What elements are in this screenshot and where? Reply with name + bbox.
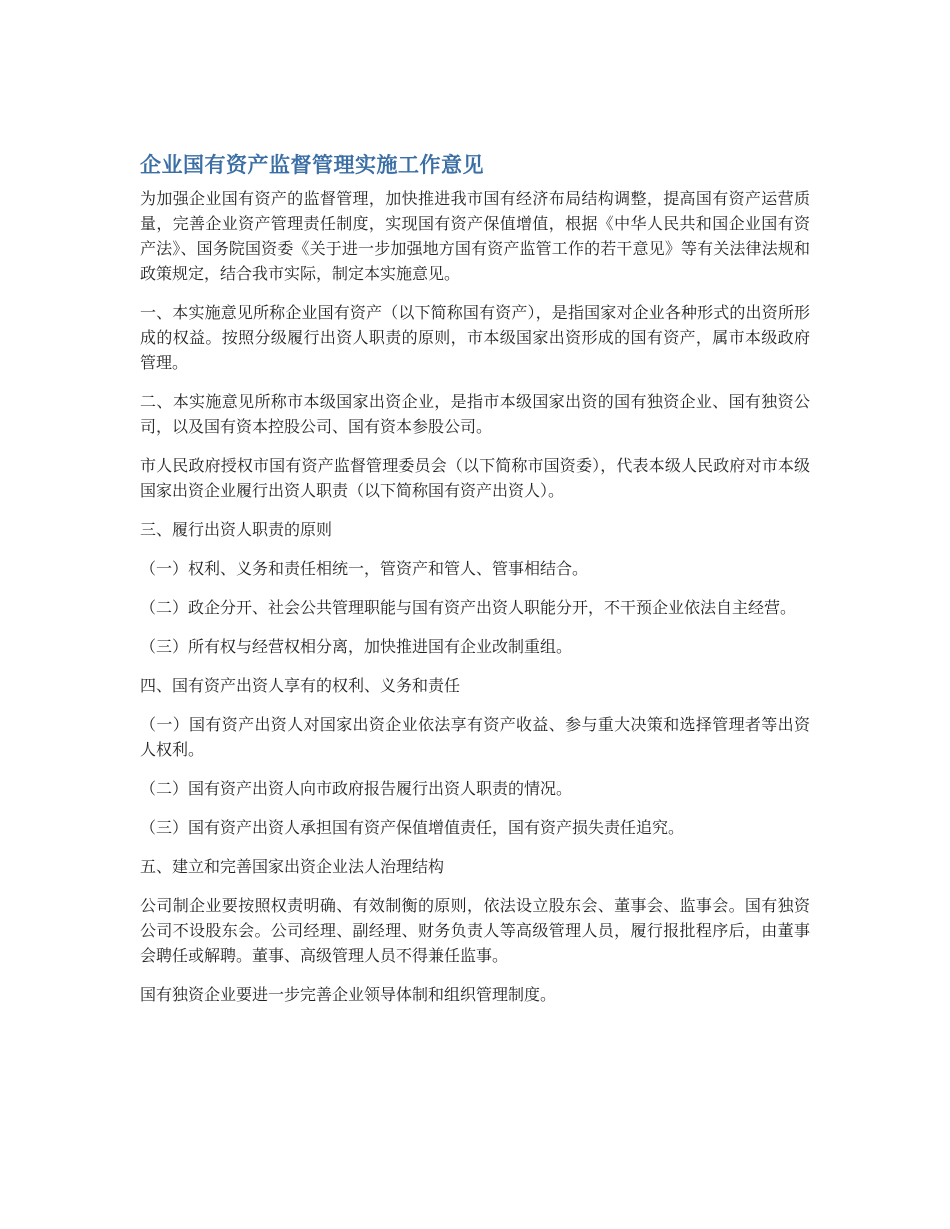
paragraph-governance: 公司制企业要按照权责明确、有效制衡的原则，依法设立股东会、董事会、监事会。国有独资公司不设股东会。公司经理、副经理、财务负责人等高级管理人员，履行报批程序后，由董事会聘任或解聘。董事、高级管理人员不得兼任监事。 (140, 896, 810, 965)
paragraph-section-1: 一、本实施意见所称企业国有资产（以下简称国有资产），是指国家对企业各种形式的出资所形成的权益。按照分级履行出资人职责的原则，市本级国家出资形成的国有资产，属市本级政府管理。 (140, 303, 810, 372)
document-body (140, 150, 810, 1021)
section-heading-4: 四、国有资产出资人享有的权利、义务和责任 (140, 676, 461, 695)
paragraph-sole-enterprise: 国有独资企业要进一步完善企业领导体制和组织管理制度。 (140, 985, 557, 1004)
document-title: 企业国有资产监督管理实施工作意见 (140, 153, 484, 177)
list-item-4-3: （三）国有资产出资人承担国有资产保值增值责任，国有资产损失责任追究。 (140, 818, 685, 837)
list-item-4-1: （一）国有资产出资人对国家出资企业依法享有资产收益、参与重大决策和选择管理者等出资人权利。 (140, 715, 810, 759)
section-heading-5: 五、建立和完善国家出资企业法人治理结构 (140, 857, 445, 876)
paragraph-section-2: 二、本实施意见所称市本级国家出资企业，是指市本级国家出资的国有独资企业、国有独资公司，以及国有资本控股公司、国有资本参股公司。 (140, 392, 810, 436)
list-item-4-2: （二）国有资产出资人向市政府报告履行出资人职责的情况。 (140, 779, 573, 798)
paragraph-authorization: 市人民政府授权市国有资产监督管理委员会（以下简称市国资委），代表本级人民政府对市本级国家出资企业履行出资人职责（以下简称国有资产出资人）。 (140, 456, 810, 500)
list-item-3-1: （一）权利、义务和责任相统一，管资产和管人、管事相结合。 (140, 559, 589, 578)
list-item-3-3: （三）所有权与经营权相分离，加快推进国有企业改制重组。 (140, 637, 573, 656)
section-heading-3: 三、履行出资人职责的原则 (140, 520, 333, 539)
list-item-3-2: （二）政企分开、社会公共管理职能与国有资产出资人职能分开，不干预企业依法自主经营。 (140, 598, 797, 617)
paragraph-intro: 为加强企业国有资产的监督管理，加快推进我市国有经济布局结构调整，提高国有资产运营质量，完善企业资产管理责任制度，实现国有资产保值增值，根据《中华人民共和国企业国有资产法》、国务院国资委《关于进一步加强地方国有资产监管工作的若干意见》等有关法律法规和政策规定，结合我市实际，制定本实施意见。 (140, 189, 810, 283)
